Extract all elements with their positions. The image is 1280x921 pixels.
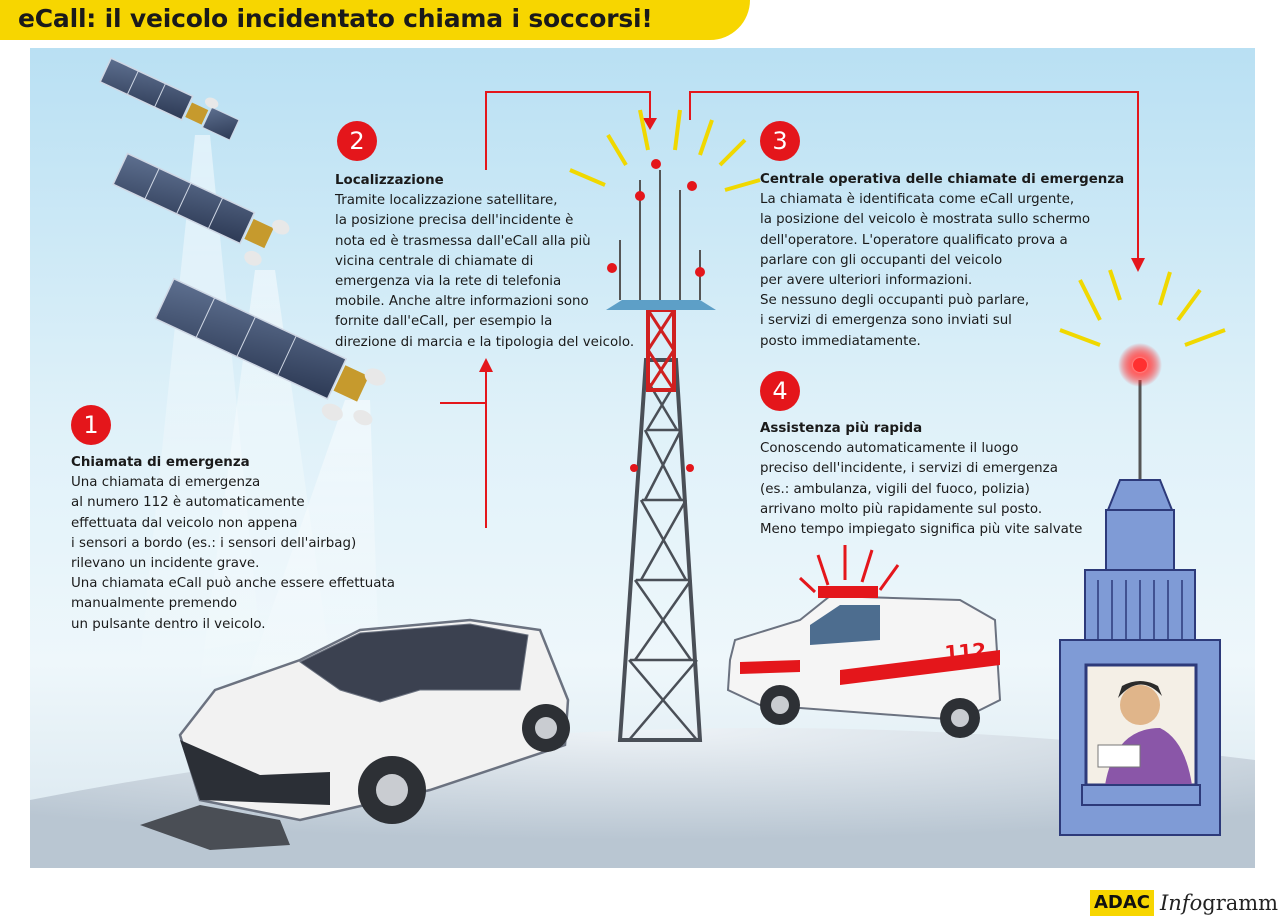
emergency-center-building bbox=[1060, 343, 1220, 835]
step-1-line: Una chiamata eCall può anche essere effettuata bbox=[71, 576, 395, 592]
step-2-line: vicina centrale di chiamate di bbox=[335, 253, 534, 269]
step-4-line: preciso dell'incidente, i servizi di emergenza bbox=[760, 461, 1058, 477]
satellite-icon bbox=[100, 52, 243, 142]
step-2-line: emergenza via la rete di telefonia bbox=[335, 274, 562, 290]
step-2-line: la posizione precisa dell'incidente è bbox=[335, 213, 574, 229]
step-2-text bbox=[335, 171, 634, 353]
step-1-line: manualmente premendo bbox=[71, 596, 238, 612]
step-4-line: Conoscendo automaticamente il luogo bbox=[760, 441, 1019, 457]
ambulance bbox=[728, 545, 1000, 738]
step-3-line: i servizi di emergenza sono inviati sul bbox=[760, 313, 1012, 329]
step-1-text bbox=[71, 453, 395, 635]
page-title: eCall: il veicolo incidentato chiama i soccorsi! bbox=[18, 4, 653, 33]
footer-brand bbox=[1090, 888, 1278, 918]
step-3-line: parlare con gli occupanti del veicolo bbox=[760, 252, 1003, 268]
step-1-line: Una chiamata di emergenza bbox=[71, 475, 261, 491]
step-3-text bbox=[760, 170, 1124, 352]
step-1-line: al numero 112 è automaticamente bbox=[71, 495, 305, 511]
step-3-line: La chiamata è identificata come eCall urgente, bbox=[760, 192, 1075, 208]
step-4-text bbox=[760, 419, 1082, 540]
ambulance-label: 112 bbox=[943, 638, 987, 665]
step-1-line: i sensori a bordo (es.: i sensori dell'airbag) bbox=[71, 535, 357, 551]
brand-logo: ADAC bbox=[1090, 890, 1154, 916]
step-2-line: mobile. Anche altre informazioni sono bbox=[335, 294, 589, 310]
step-1-heading: Chiamata di emergenza bbox=[71, 455, 250, 470]
step-1-line: un pulsante dentro il veicolo. bbox=[71, 616, 266, 632]
step-1-line: rilevano un incidente grave. bbox=[71, 556, 260, 572]
step-3-line: per avere ulteriori informazioni. bbox=[760, 273, 973, 289]
step-3-line: Se nessuno degli occupanti può parlare, bbox=[760, 293, 1030, 309]
brand-gramm: gramm bbox=[1202, 891, 1279, 915]
step-4-number-badge: 4 bbox=[760, 371, 800, 411]
brand-wordmark bbox=[1160, 891, 1278, 915]
step-1-number-badge: 1 bbox=[71, 405, 111, 445]
step-4-line: (es.: ambulanza, vigili del fuoco, polizia) bbox=[760, 481, 1030, 497]
step-3-line: dell'operatore. L'operatore qualificato prova a bbox=[760, 232, 1068, 248]
step-4-line: arrivano molto più rapidamente sul posto. bbox=[760, 501, 1043, 517]
step-2-number-badge: 2 bbox=[337, 121, 377, 161]
step-2-line: Tramite localizzazione satellitare, bbox=[335, 193, 558, 209]
step-2-line: direzione di marcia e la tipologia del veicolo. bbox=[335, 334, 635, 350]
brand-info: Info bbox=[1160, 891, 1203, 915]
step-3-number-badge: 3 bbox=[760, 121, 800, 161]
step-3-heading: Centrale operativa delle chiamate di emergenza bbox=[760, 172, 1125, 187]
step-4-heading: Assistenza più rapida bbox=[760, 421, 923, 436]
step-2-line: fornite dall'eCall, per esempio la bbox=[335, 314, 553, 330]
step-3-line: posto immediatamente. bbox=[760, 333, 921, 349]
step-2-line: nota ed è trasmessa dall'eCall alla più bbox=[335, 233, 591, 249]
step-1-line: effettuata dal veicolo non appena bbox=[71, 515, 298, 531]
step-4-line: Meno tempo impiegato significa più vite salvate bbox=[760, 522, 1083, 538]
step-3-line: la posizione del veicolo è mostrata sullo schermo bbox=[760, 212, 1091, 228]
step-2-heading: Localizzazione bbox=[335, 173, 444, 188]
